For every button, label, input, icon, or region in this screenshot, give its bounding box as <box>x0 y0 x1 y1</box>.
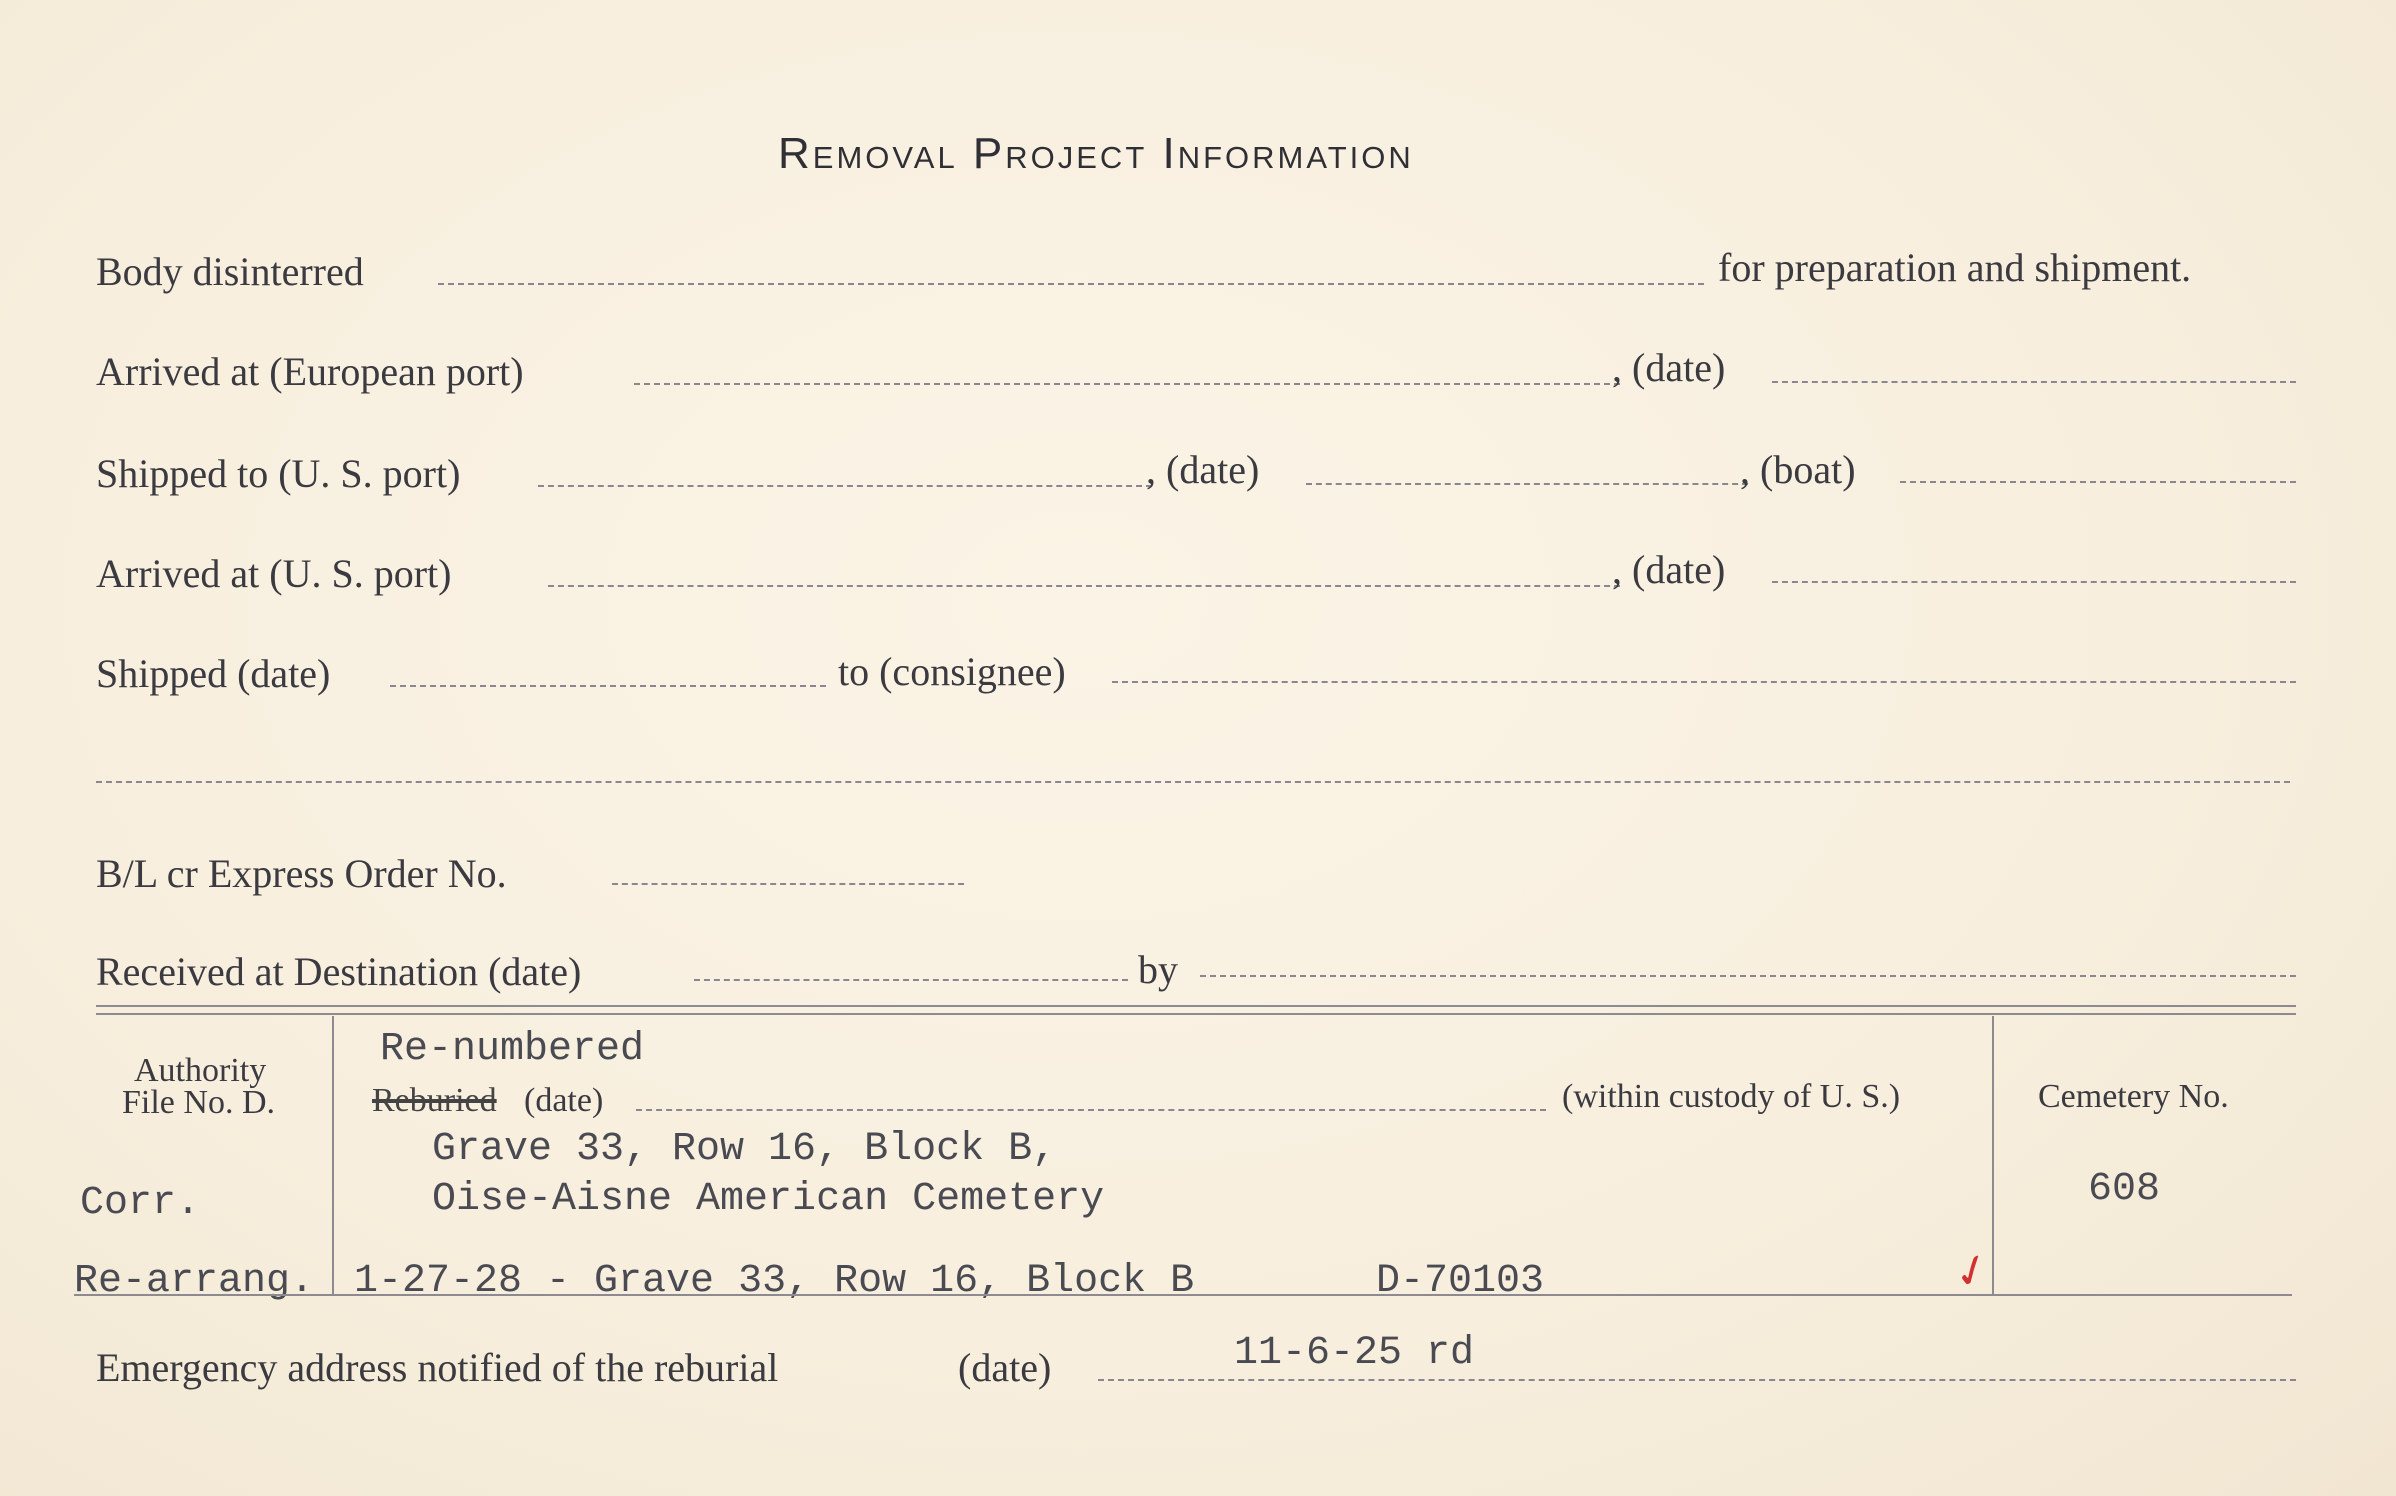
corr-label: Corr. <box>80 1181 201 1226</box>
arrived-us-date-label: , (date) <box>1612 547 1726 592</box>
authority-label: Authority <box>134 1052 267 1089</box>
card-title: Removal Project Information <box>778 129 1414 178</box>
rearrang-label: Re-arrang. <box>74 1259 315 1304</box>
consignee-field-continued <box>96 781 2290 783</box>
reburial-location-line2: Oise-Aisne American Cemetery <box>432 1177 1105 1222</box>
body-disinterred-field <box>438 283 1704 285</box>
shipped-us-port-field <box>538 485 1152 487</box>
check-mark-icon: ✓ <box>1946 1242 1998 1301</box>
consignee-label: to (consignee) <box>838 649 1066 694</box>
received-date-field <box>694 979 1128 981</box>
rearrang-entry: 1-27-28 - Grave 33, Row 16, Block B <box>354 1259 1195 1304</box>
emergency-label: Emergency address notified of the reburial <box>96 1345 779 1390</box>
body-disinterred-suffix: for preparation and shipment. <box>1718 245 2192 290</box>
body-disinterred-label: Body disinterred <box>96 249 364 294</box>
received-by-field <box>1200 975 2296 977</box>
rearrang-file-number: D-70103 <box>1376 1259 1545 1304</box>
reburial-location-line1: Grave 33, Row 16, Block B, <box>432 1127 1057 1172</box>
section-rule-top <box>96 1005 2296 1007</box>
received-label: Received at Destination (date) <box>96 949 582 994</box>
shipped-us-boat-field <box>1900 481 2296 483</box>
shipped-us-boat-label: , (boat) <box>1740 447 1856 492</box>
renumbered-typed: Re-numbered <box>380 1027 645 1072</box>
arrived-us-label: Arrived at (U. S. port) <box>96 551 452 596</box>
bl-order-field <box>612 883 964 885</box>
arrived-european-label: Arrived at (European port) <box>96 349 524 394</box>
bl-order-label: B/L cr Express Order No. <box>96 851 507 896</box>
emergency-date-value: 11-6-25 rd <box>1234 1331 1475 1376</box>
cemetery-divider <box>1992 1016 1994 1294</box>
consignee-field <box>1112 681 2296 683</box>
arrived-us-date-field <box>1772 581 2296 583</box>
rearrang-rule <box>74 1294 2292 1296</box>
shipped-us-date-label: , (date) <box>1146 447 1260 492</box>
cemetery-number: 608 <box>2088 1167 2161 1212</box>
emergency-date-label: (date) <box>958 1345 1052 1390</box>
arrived-european-port-field <box>634 383 1620 385</box>
shipped-date-field <box>390 685 826 687</box>
reburied-date-field <box>636 1109 1546 1111</box>
received-by-label: by <box>1138 947 1178 992</box>
reburied-date-label: (date) <box>524 1082 604 1119</box>
shipped-us-date-field <box>1306 483 1748 485</box>
emergency-date-field <box>1098 1379 2296 1381</box>
cemetery-no-label: Cemetery No. <box>2038 1078 2229 1115</box>
file-no-label: File No. D. <box>122 1084 275 1121</box>
arrived-european-date-field <box>1772 381 2296 383</box>
shipped-date-label: Shipped (date) <box>96 651 331 696</box>
arrived-european-date-label: , (date) <box>1612 345 1726 390</box>
reburied-struck-label: Reburied <box>372 1082 497 1119</box>
shipped-us-label: Shipped to (U. S. port) <box>96 451 461 496</box>
section-rule-bottom <box>96 1013 2296 1015</box>
custody-label: (within custody of U. S.) <box>1562 1078 1901 1115</box>
authority-divider <box>332 1016 334 1294</box>
arrived-us-port-field <box>548 585 1620 587</box>
